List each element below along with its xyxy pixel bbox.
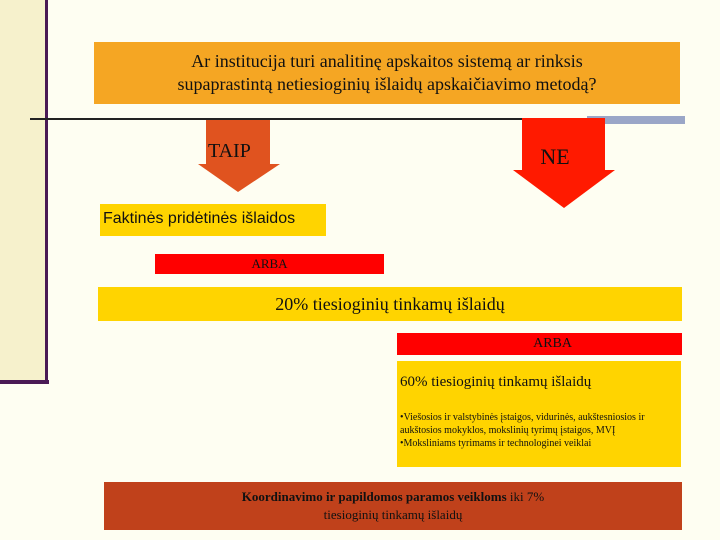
flat-60-title: 60% tiesioginių tinkamų išlaidų <box>400 374 592 390</box>
left-vertical-line <box>45 0 48 384</box>
flat-60-bullets <box>400 411 676 450</box>
bullet-item-1: •Viešosios ir valstybinės įstaigos, vidurinės, aukštesniosios ir aukštosios mokyklos, mokslinių tyrimų įstaigos, MVĮ <box>400 412 645 436</box>
coordination-box <box>104 482 682 530</box>
question-line-1: Ar institucija turi analitinę apskaitos sistemą ar rinksis <box>191 51 583 71</box>
left-horizontal-line <box>0 380 49 384</box>
left-decor-bar <box>0 0 47 384</box>
no-label: NE <box>540 144 570 169</box>
coordination-line-2: tiesioginių tinkamų išlaidų <box>323 507 463 522</box>
actual-overhead-box: Faktinės pridėtinės išlaidos <box>100 204 326 236</box>
or-label-1: ARBA <box>155 254 384 274</box>
question-line-2: supaprastintą netiesioginių išlaidų apskaičiavimo metodą? <box>177 74 597 94</box>
coordination-bold-text: Koordinavimo ir papildomos paramos veikloms <box>241 489 507 504</box>
yes-label: TAIP <box>208 140 251 162</box>
question-box <box>94 42 680 104</box>
or-label-2: ARBA <box>397 333 682 355</box>
coordination-rate-text: iki 7% <box>506 489 545 504</box>
bullet-item-2: •Moksliniams tyrimams ir technologinei veiklai <box>400 438 592 449</box>
flat-20-box: 20% tiesioginių tinkamų išlaidų <box>98 287 682 321</box>
